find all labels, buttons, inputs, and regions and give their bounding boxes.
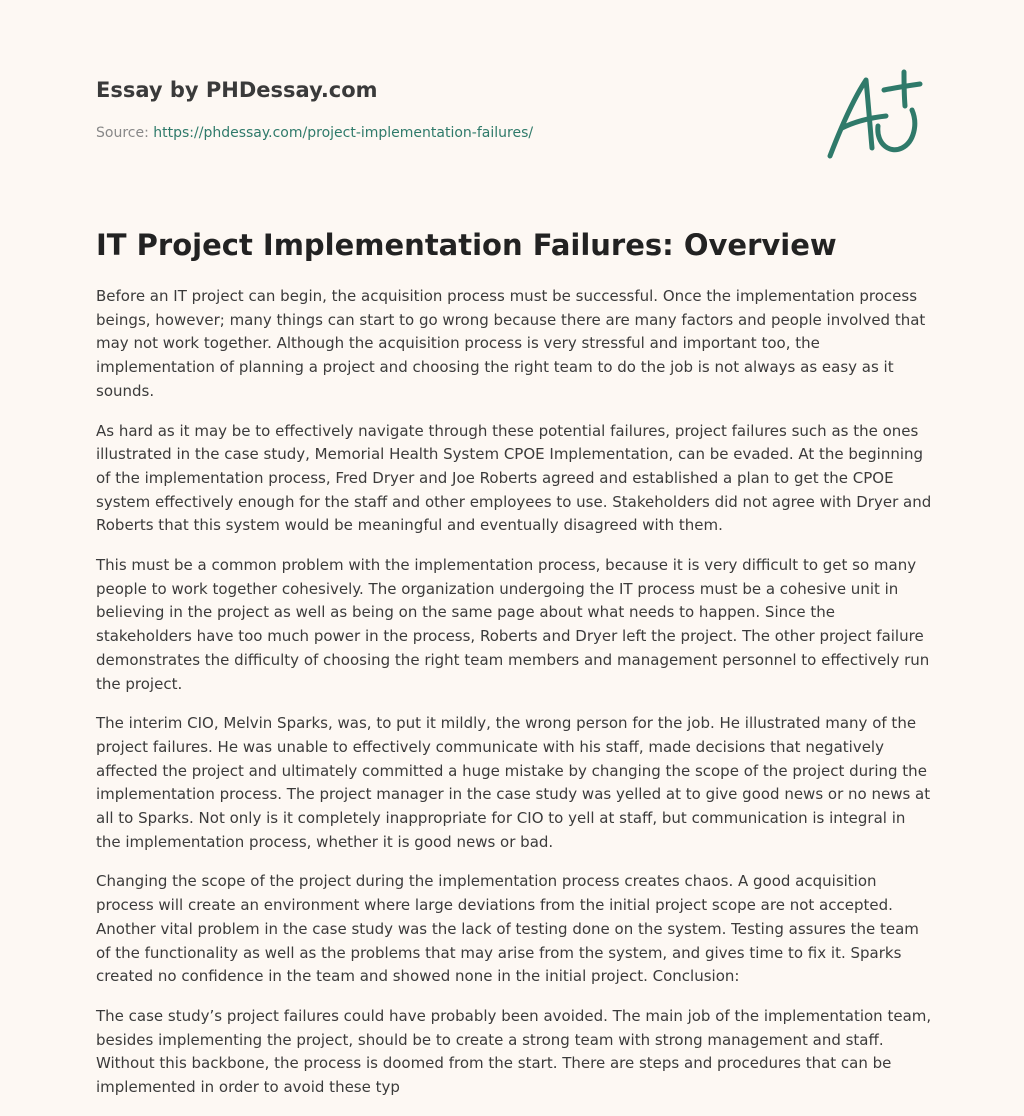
article-title: IT Project Implementation Failures: Overview (96, 228, 837, 262)
source-label: Source: (96, 125, 149, 141)
article-body (96, 285, 932, 1116)
source-line (96, 124, 533, 142)
article-paragraph: Before an IT project can begin, the acquisition process must be successful. Once the implementation process beings, however; many things can start to go wrong because there are many factors and people involved that may not work together. Although the acquisition process is very stressful and important too, the implementation of planning a project and choosing the right team to do the job is not always as easy as it sounds. (96, 287, 926, 400)
article-paragraph: This must be a common problem with the implementation process, because it is very difficult to get so many people to work together cohesively. The organization undergoing the IT process must be a cohesive unit in believing in the project as well as being on the same page about what needs to happen. Since the stakeholders have too much power in the process, Roberts and Dryer left the project. The other project failure demonstrates the difficulty of choosing the right team members and management personnel to effectively run the project. (96, 556, 930, 693)
article-paragraph: As hard as it may be to effectively navigate through these potential failures, project failures such as the ones illustrated in the case study, Memorial Health System CPOE Implementation, can be evaded. At the beginning of the implementation process, Fred Dryer and Joe Roberts agreed and established a plan to get the CPOE system effectively enough for the staff and other employees to use. Stakeholders did not agree with Dryer and Roberts that this system would be meaningful and eventually disagreed with them. (96, 421, 932, 535)
article-paragraph: The case study’s project failures could have probably been avoided. The main job of the implementation team, besides implementing the project, should be to create a strong team with strong management and staff. Without this backbone, the process is doomed from the start. There are steps and procedures that can be implemented in order to avoid these typ (96, 1006, 932, 1097)
article-paragraph: Changing the scope of the project during the implementation process creates chaos. A good acquisition process will create an environment where large deviations from the initial project scope are not accepted. Another vital problem in the case study was the lack of testing done on the system. Testing assures the team of the functionality as well as the problems that may arise from the system, and gives time to fix it. Sparks created no confidence in the team and showed none in the initial project. Conclusion: (96, 872, 919, 986)
essay-page (96, 0, 932, 1097)
source-link[interactable]: https://phdessay.com/project-implementation-failures/ (153, 125, 534, 141)
a-plus-grade-icon (824, 68, 928, 164)
brand-title: Essay by PHDessay.com (96, 78, 378, 102)
article-paragraph: The interim CIO, Melvin Sparks, was, to put it mildly, the wrong person for the job. He illustrated many of the project failures. He was unable to effectively communicate with his staff, made decisions that negatively affected the project and ultimately committed a huge mistake by changing the scope of the project during the implementation process. The project manager in the case study was yelled at to give good news or no news at all to Sparks. Not only is it completely inappropriate for CIO to yell at staff, but communication is integral in the implementation process, whether it is good news or bad. (96, 714, 931, 851)
